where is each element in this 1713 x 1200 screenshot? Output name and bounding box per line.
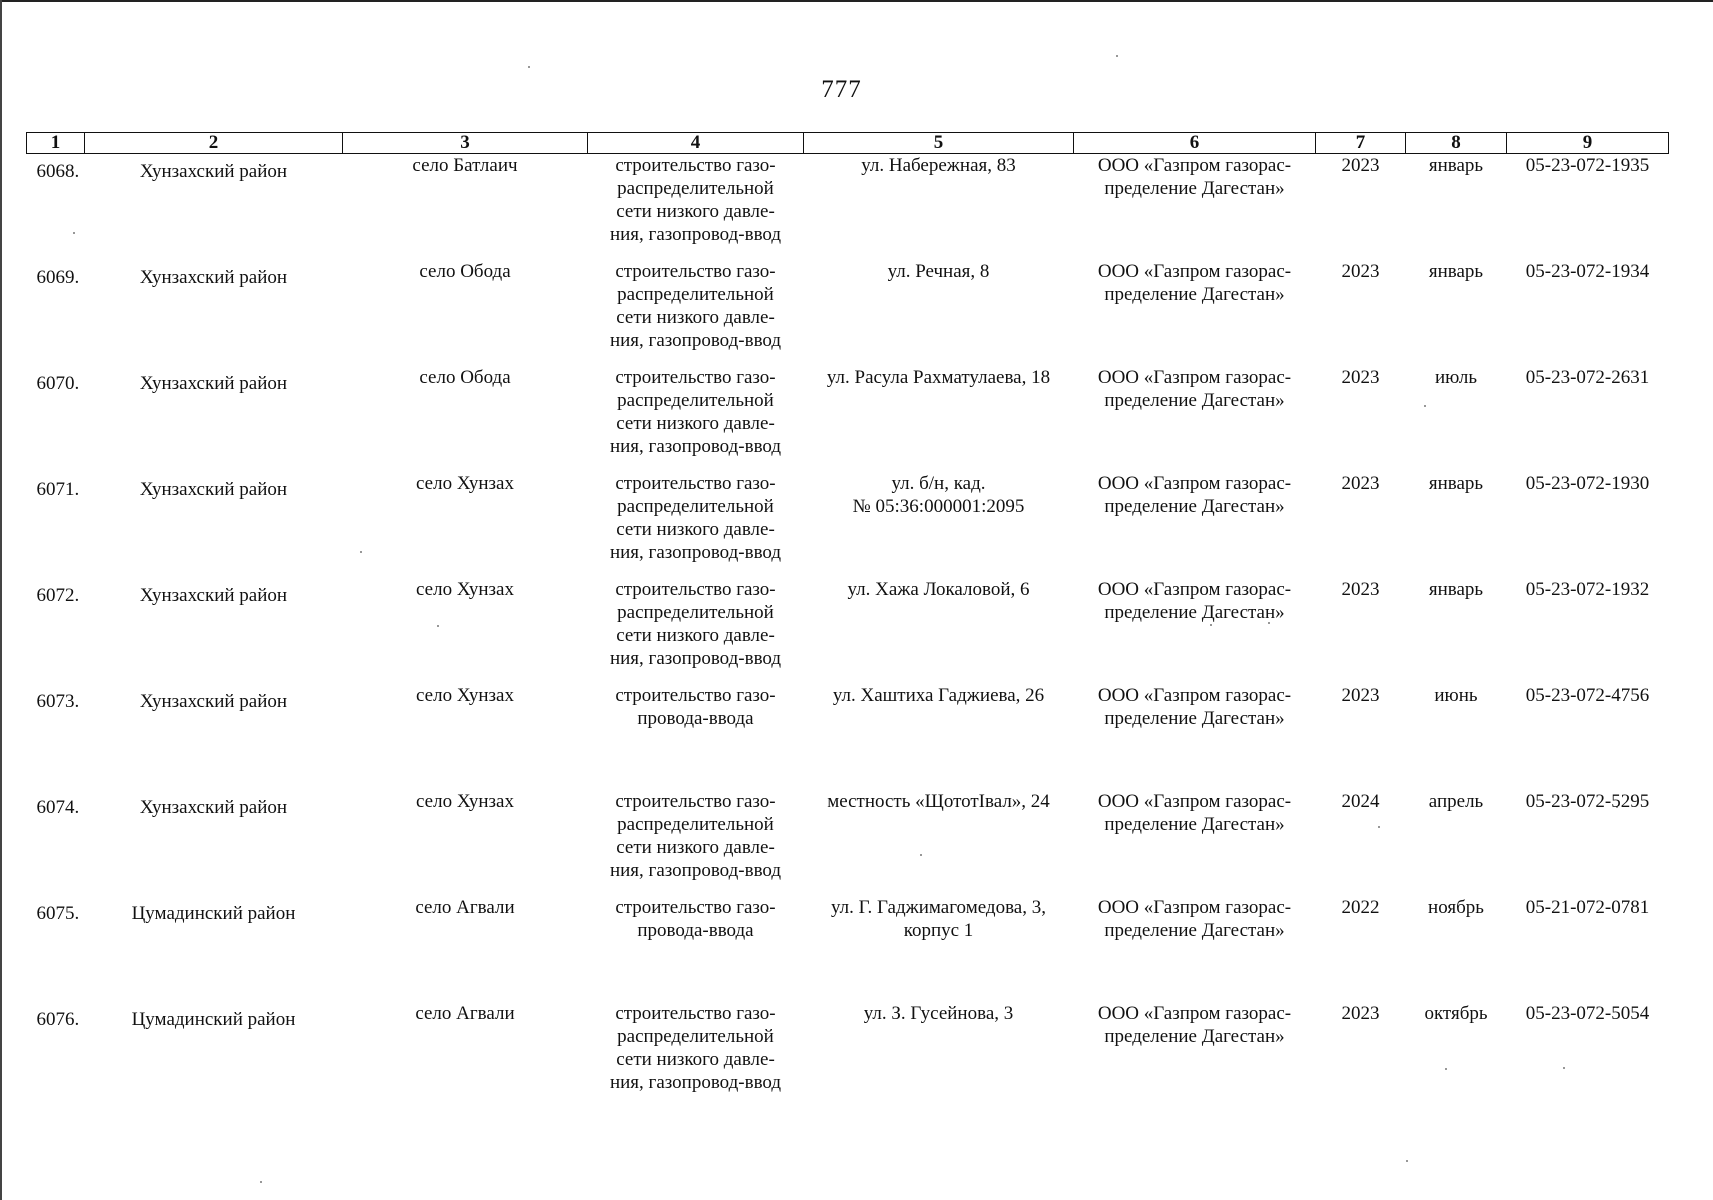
district-cell: Цумадинский район [131, 903, 296, 924]
work-type-cell: строительство газо- распределительной сети низкого давле- ния, газопровод-ввод [609, 367, 782, 457]
work-type-cell: строительство газо- распределительной сети низкого давле- ния, газопровод-ввод [609, 791, 782, 881]
month-cell: ноябрь [1428, 897, 1484, 918]
district-cell: Хунзахский район [139, 691, 288, 712]
table-row [27, 472, 1669, 578]
address-cell: ул. Г. Гаджимагомедова, 3, корпус 1 [831, 897, 1046, 941]
registry-code-cell: 05-21-072-0781 [1525, 897, 1650, 918]
year-cell: 2023 [1341, 367, 1380, 388]
row-number: 6075. [36, 903, 80, 924]
organization-cell: ООО «Газпром газорас- пределение Дагестан» [1097, 897, 1292, 941]
organization-cell: ООО «Газпром газорас- пределение Дагестан» [1097, 367, 1292, 411]
scan-speck [528, 66, 530, 68]
scan-edge-left [0, 0, 2, 1200]
gasification-register-table [26, 132, 1669, 1108]
month-cell: июнь [1434, 685, 1478, 706]
work-type-cell: строительство газо- провода-ввода [615, 897, 776, 941]
table-row [27, 154, 1669, 261]
district-cell: Хунзахский район [139, 797, 288, 818]
year-cell: 2023 [1341, 473, 1380, 494]
district-cell: Хунзахский район [139, 373, 288, 394]
row-number: 6076. [36, 1009, 80, 1030]
district-cell: Хунзахский район [139, 479, 288, 500]
address-cell: ул. Расула Рахматулаева, 18 [826, 367, 1051, 388]
work-type-cell: строительство газо- распределительной сети низкого давле- ния, газопровод-ввод [609, 155, 782, 245]
organization-cell: ООО «Газпром газорас- пределение Дагестан» [1097, 261, 1292, 305]
table-row [27, 366, 1669, 472]
year-cell: 2023 [1341, 261, 1380, 282]
month-cell: апрель [1428, 791, 1484, 812]
table-row [27, 896, 1669, 1002]
registry-code-cell: 05-23-072-1935 [1525, 155, 1650, 176]
scan-speck [1116, 55, 1118, 57]
row-number: 6068. [36, 161, 80, 182]
address-cell: ул. Хажа Локаловой, 6 [847, 579, 1030, 600]
scan-edge-top [0, 0, 1713, 2]
table-row [27, 260, 1669, 366]
row-number: 6070. [36, 373, 80, 394]
address-cell: ул. Речная, 8 [887, 261, 990, 282]
settlement-cell: село Хунзах [416, 791, 514, 812]
table-body [27, 154, 1669, 1109]
district-cell: Хунзахский район [139, 161, 288, 182]
month-cell: январь [1428, 579, 1484, 600]
district-cell: Хунзахский район [139, 267, 288, 288]
month-cell: январь [1428, 473, 1484, 494]
registry-code-cell: 05-23-072-1930 [1525, 473, 1650, 494]
page-number: 777 [821, 76, 862, 103]
settlement-cell: село Батлаич [412, 155, 518, 176]
column-header-1: 1 [27, 133, 85, 154]
organization-cell: ООО «Газпром газорас- пределение Дагестан» [1097, 473, 1292, 517]
settlement-cell: село Агвали [415, 897, 515, 918]
address-cell: ул. Набережная, 83 [861, 155, 1016, 176]
table-row [27, 578, 1669, 684]
column-number-header-row [27, 133, 1669, 154]
address-cell: ул. б/н, кад. № 05:36:000001:2095 [852, 473, 1025, 517]
year-cell: 2023 [1341, 579, 1380, 600]
work-type-cell: строительство газо- распределительной сети низкого давле- ния, газопровод-ввод [609, 1003, 782, 1093]
table-row [27, 1002, 1669, 1108]
column-header-8: 8 [1406, 133, 1507, 154]
column-header-5: 5 [804, 133, 1074, 154]
organization-cell: ООО «Газпром газорас- пределение Дагестан» [1097, 685, 1292, 729]
year-cell: 2024 [1341, 791, 1380, 812]
work-type-cell: строительство газо- распределительной сети низкого давле- ния, газопровод-ввод [609, 261, 782, 351]
column-header-9: 9 [1507, 133, 1669, 154]
registry-code-cell: 05-23-072-5295 [1525, 791, 1650, 812]
column-header-6: 6 [1074, 133, 1316, 154]
registry-code-cell: 05-23-072-2631 [1525, 367, 1650, 388]
organization-cell: ООО «Газпром газорас- пределение Дагестан» [1097, 579, 1292, 623]
organization-cell: ООО «Газпром газорас- пределение Дагестан» [1097, 1003, 1292, 1047]
registry-code-cell: 05-23-072-5054 [1525, 1003, 1650, 1024]
registry-code-cell: 05-23-072-1934 [1525, 261, 1650, 282]
column-header-7: 7 [1316, 133, 1406, 154]
settlement-cell: село Хунзах [416, 579, 514, 600]
scan-speck [1406, 1160, 1408, 1162]
organization-cell: ООО «Газпром газорас- пределение Дагестан» [1097, 791, 1292, 835]
month-cell: июль [1434, 367, 1478, 388]
column-header-2: 2 [85, 133, 343, 154]
row-number: 6073. [36, 691, 80, 712]
month-cell: октябрь [1424, 1003, 1488, 1024]
column-header-4: 4 [588, 133, 804, 154]
year-cell: 2023 [1341, 155, 1380, 176]
settlement-cell: село Хунзах [416, 685, 514, 706]
year-cell: 2023 [1341, 1003, 1380, 1024]
row-number: 6071. [36, 479, 80, 500]
district-cell: Цумадинский район [131, 1009, 296, 1030]
address-cell: ул. Хаштиха Гаджиева, 26 [832, 685, 1045, 706]
settlement-cell: село Обода [419, 367, 511, 388]
month-cell: январь [1428, 261, 1484, 282]
year-cell: 2023 [1341, 685, 1380, 706]
row-number: 6069. [36, 267, 80, 288]
settlement-cell: село Хунзах [416, 473, 514, 494]
district-cell: Хунзахский район [139, 585, 288, 606]
registry-code-cell: 05-23-072-4756 [1525, 685, 1650, 706]
settlement-cell: село Обода [419, 261, 511, 282]
registry-code-cell: 05-23-072-1932 [1525, 579, 1650, 600]
organization-cell: ООО «Газпром газорас- пределение Дагестан» [1097, 155, 1292, 199]
row-number: 6072. [36, 585, 80, 606]
scan-speck [260, 1181, 262, 1183]
settlement-cell: село Агвали [415, 1003, 515, 1024]
row-number: 6074. [36, 797, 80, 818]
address-cell: ул. З. Гусейнова, 3 [863, 1003, 1014, 1024]
address-cell: местность «ЩототIвал», 24 [827, 791, 1050, 812]
work-type-cell: строительство газо- распределительной сети низкого давле- ния, газопровод-ввод [609, 473, 782, 563]
work-type-cell: строительство газо- распределительной сети низкого давле- ния, газопровод-ввод [609, 579, 782, 669]
month-cell: январь [1428, 155, 1484, 176]
work-type-cell: строительство газо- провода-ввода [615, 685, 776, 729]
table-row [27, 790, 1669, 896]
table-row [27, 684, 1669, 790]
column-header-3: 3 [343, 133, 588, 154]
year-cell: 2022 [1341, 897, 1380, 918]
